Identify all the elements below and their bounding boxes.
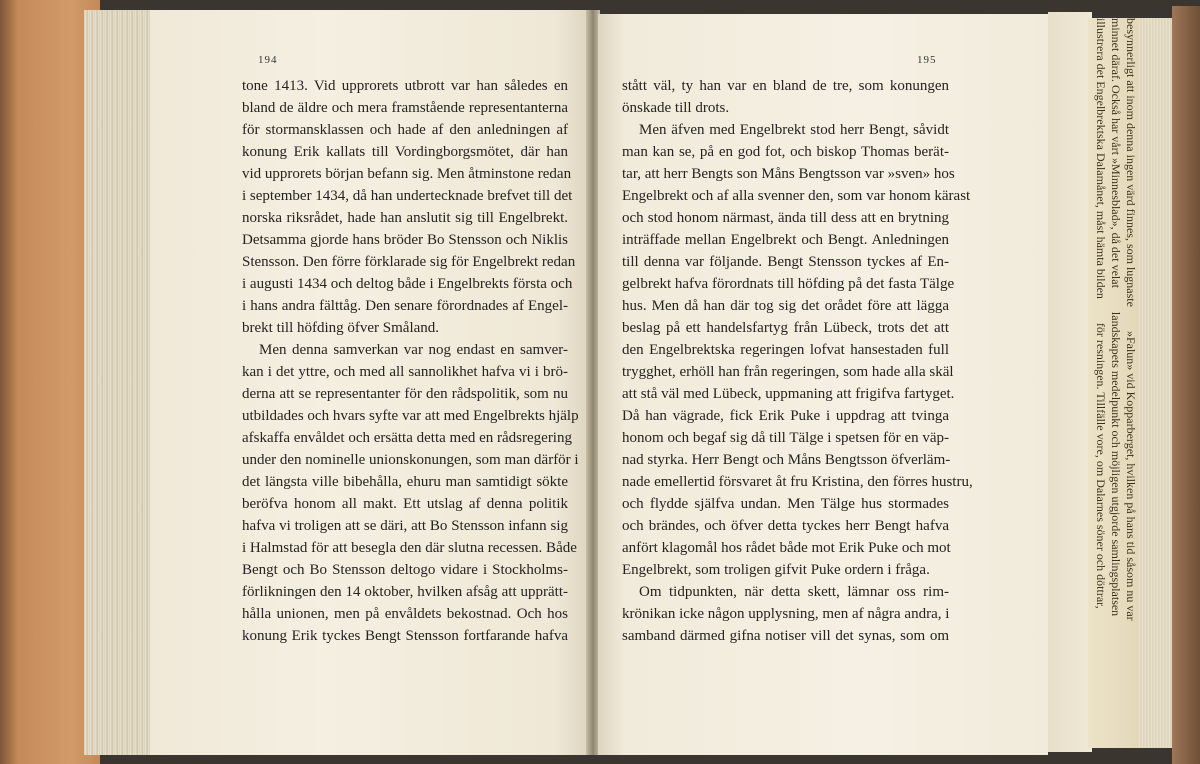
text-line: konung Erik kallats till Vordingborgsmötet, där han	[242, 144, 568, 160]
clipping-line	[1108, 18, 1123, 748]
text-line: det längsta ville bibehålla, ehuru man samtidigt sökte	[242, 474, 568, 490]
text-line: önskade till drots.	[622, 100, 730, 116]
left-page-edges	[84, 10, 154, 755]
text-line: konung Erik tyckes Bengt Stensson fortfarande hafva	[242, 628, 568, 644]
text-line: nade emellertid försvaret åt fru Kristina, den förres hustru,	[622, 474, 973, 490]
text-line: anfört klagomål hos rådet både mot Erik Puke och mot	[622, 540, 951, 556]
right-book-cover	[1172, 6, 1200, 764]
text-line: samband därmed gifna notiser vill det synas, som om	[622, 628, 949, 644]
page-number-right: 195	[917, 54, 937, 66]
page-number-left: 194	[258, 54, 278, 66]
clipping-line-part-b: »Falun» vid Kopparberget, hvilken på hans tid såsom nu var	[1124, 330, 1138, 621]
text-line: utbildades och hvars syfte var att med Engelbrekts hjälp	[242, 408, 579, 424]
clipping-line-part-b: landskapets medelpunkt och möjligen utgjorde samlingsplatsen	[1109, 311, 1123, 617]
text-line: brekt till höfding öfver Småland.	[242, 320, 440, 336]
text-line: krönikan icke någon upplysning, men af några andra, i	[622, 606, 950, 622]
right-page-text	[622, 75, 973, 647]
clipping-line-part-a: besynnerligt att inom denna ingen värd finnes, som lugnaste	[1124, 18, 1138, 307]
newspaper-clipping	[1088, 18, 1138, 748]
text-line: att stå väl med Lübeck, uppmaning att frigifva fartyget.	[622, 386, 955, 402]
text-line: i augusti 1434 och deltog både i Engelbrekts första och	[242, 276, 573, 292]
text-line: man kan se, på en god fot, och biskop Thomas berät-	[622, 144, 949, 160]
text-line: Engelbrekt, som troligen gifvit Puke ordern i fråga.	[622, 562, 930, 578]
text-line: tar, att herr Bengts son Måns Bengtsson var »sven» hos	[622, 166, 955, 182]
text-line: Men denna samverkan var nog endast en samver-	[259, 342, 568, 358]
text-line: och flydde själfva undan. Men Tälge hus stormades	[622, 496, 949, 512]
clipping-text	[1088, 18, 1138, 748]
text-line: stått väl, ty han var en bland de tre, som konungen	[622, 78, 949, 94]
text-line: hus. Men då han där tog sig det orådet före att lägga	[622, 298, 949, 314]
text-line: bland de äldre och mera framstående representanterna	[242, 100, 568, 116]
text-line: hålla unionen, men på envåldets bekostnad. Och hos	[242, 606, 568, 622]
clipping-line	[1123, 18, 1138, 748]
text-line: derna att se representanter för den rådspolitik, som nu	[242, 386, 568, 402]
text-line: vid upprorets början befann sig. Men åtminstone redan	[242, 166, 572, 182]
text-line: norska riksrådet, hade han anslutit sig till Engelbrekt.	[242, 210, 568, 226]
text-line: Detsamma gjorde hans bröder Bo Stensson och Niklis	[242, 232, 568, 248]
text-line: hafva vi troligen att se däri, att Bo Stensson infann sig	[242, 518, 568, 534]
left-page-text	[242, 75, 579, 647]
clipping-line-part-b: för resningen. Tillfälle vore, om Dalarnes söner och döttrar,	[1094, 322, 1108, 609]
text-line: honom och begaf sig då till Tälge i spetsen för en väp-	[622, 430, 949, 446]
text-line: trygghet, erhöll han från regeringen, som hade alla skäl	[622, 364, 954, 380]
text-line: Stensson. Den förre förklarade sig för Engelbrekt redan	[242, 254, 576, 270]
text-line: Bengt och Bo Stensson deltogo vidare i Stockholms-	[242, 562, 568, 578]
text-line: i september 1434, då han undertecknade brefvet till det	[242, 188, 573, 204]
text-line: för stormansklassen och hade af den anledningen af	[242, 122, 568, 138]
text-line: beslag på ett handelsfartyg från Lübeck, trots det att	[622, 320, 949, 336]
clipping-line-part-a: minnet däraf. Också har vårt »Minnesblad», då det velat	[1109, 18, 1123, 288]
text-line: nad styrka. Herr Bengt och Måns Bengtsson öfverläm-	[622, 452, 951, 468]
text-line: gelbrekt hafva förordnats till höfding på det fasta Tälge	[622, 276, 955, 292]
text-line: och stod honom närmast, ända till dess att en brytning	[622, 210, 949, 226]
text-line: kan i det yttre, och med all sannolikhet hafva vi i brö-	[242, 364, 568, 380]
text-line: den Engelbrektska regeringen lofvat hansestaden full	[622, 342, 949, 358]
text-line: afskaffa envåldet och ersätta detta med en rådsregering	[242, 430, 572, 446]
clipping-line-part-a: illustrera det Engelbrektska Dalamånet, måst hämta bilden	[1094, 18, 1108, 299]
text-line: i hans andra fälttåg. Den senare förordnades af Engel-	[242, 298, 568, 314]
text-line: i Halmstad för att besegla den där slutna recessen. Både	[242, 540, 577, 556]
text-line: till denna var följande. Bengt Stensson tyckes af En-	[622, 254, 949, 270]
clipping-line	[1093, 18, 1108, 748]
text-line: Engelbrekt och af alla svenner den, som var honom kärast	[622, 188, 971, 204]
text-line: förlikningen den 14 oktober, hvilken afsåg att upprätt-	[242, 584, 568, 600]
text-line: Då han vägrade, fick Erik Puke i uppdrag att tvinga	[622, 408, 949, 424]
text-line: Men äfven med Engelbrekt stod herr Bengt, såvidt	[639, 122, 949, 138]
text-line: beröfva honom all makt. Ett utslag af denna politik	[242, 496, 568, 512]
inserted-blank-leaf	[1048, 12, 1092, 752]
text-line: tone 1413. Vid upprorets utbrott var han således en	[242, 78, 568, 94]
right-page-edges	[1138, 18, 1176, 748]
text-line: Om tidpunkten, när detta skett, lämnar oss rim-	[639, 584, 949, 600]
text-line: inträffade mellan Engelbrekt och Bengt. Anledningen	[622, 232, 949, 248]
text-line: och brändes, och öfver detta tyckes herr Bengt hafva	[622, 518, 949, 534]
text-line: under den nominelle unionskonungen, som man därför i	[242, 452, 579, 468]
